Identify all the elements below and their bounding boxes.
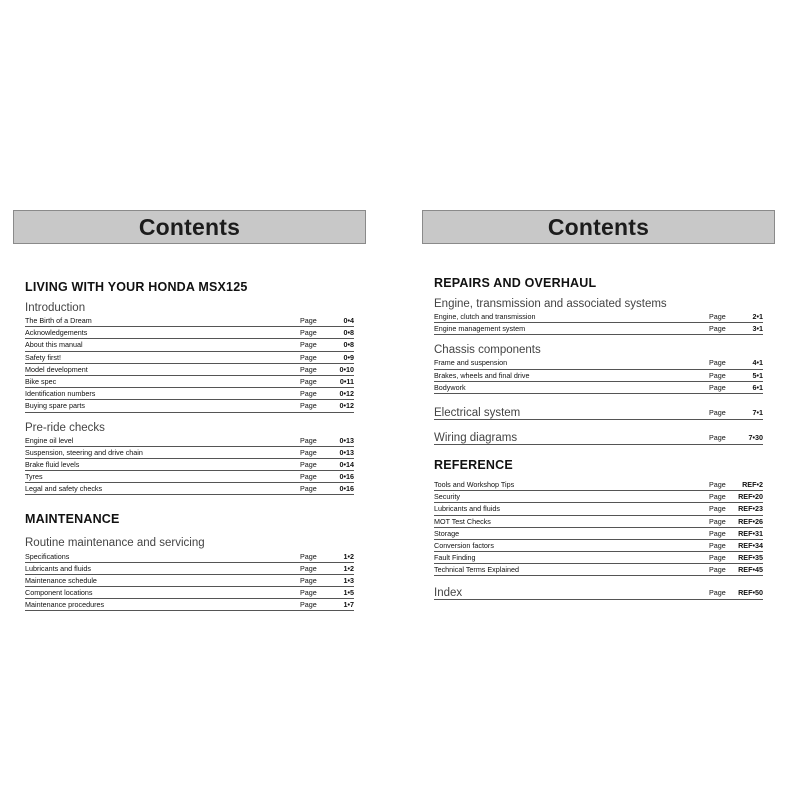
subsection-engine: Engine, transmission and associated systems	[434, 298, 667, 310]
toc-label: About this manual	[25, 340, 83, 350]
toc-page-number: 0•14	[339, 459, 354, 469]
toc-page-word: Page	[709, 553, 726, 563]
toc-page-number: REF•45	[738, 565, 763, 575]
toc-page-word: Page	[300, 472, 317, 482]
toc-page-word: Page	[300, 401, 317, 411]
preride-list	[25, 435, 354, 496]
toc-page-word: Page	[300, 551, 317, 561]
toc-row[interactable]	[25, 376, 354, 388]
toc-page-number: REF•23	[738, 504, 763, 514]
toc-page-word: Page	[300, 600, 317, 610]
toc-page-word: Page	[300, 389, 317, 399]
toc-row[interactable]	[434, 382, 763, 394]
toc-page-word: Page	[709, 565, 726, 575]
toc-row[interactable]	[434, 479, 763, 491]
toc-label: Lubricants and fluids	[434, 504, 500, 514]
toc-page-word: Page	[300, 447, 317, 457]
right-page-content	[422, 276, 763, 600]
routine-list	[25, 550, 354, 611]
toc-row[interactable]	[25, 388, 354, 400]
toc-page-number: REF•50	[738, 588, 763, 598]
toc-row[interactable]	[25, 550, 354, 562]
section-title-maintenance: MAINTENANCE	[25, 512, 120, 527]
toc-label: Technical Terms Explained	[434, 565, 519, 575]
toc-label: Safety first!	[25, 352, 61, 362]
toc-label: Lubricants and fluids	[25, 563, 91, 573]
toc-label: Tools and Workshop Tips	[434, 480, 515, 490]
toc-row[interactable]	[25, 599, 354, 611]
toc-row[interactable]	[25, 327, 354, 339]
toc-label: Brakes, wheels and final drive	[434, 370, 530, 380]
toc-label: Security	[434, 492, 460, 502]
toc-row-electrical[interactable]	[434, 404, 763, 420]
toc-label: Frame and suspension	[434, 358, 508, 368]
toc-page-number: 0•4	[343, 316, 354, 326]
subsection-introduction: Introduction	[25, 302, 86, 314]
toc-page-word: Page	[300, 352, 317, 362]
toc-row-wiring[interactable]	[434, 429, 763, 445]
toc-page-number: 0•13	[339, 447, 354, 457]
section-title-repairs: REPAIRS AND OVERHAUL	[434, 276, 597, 290]
toc-page-number: 4•1	[752, 358, 763, 368]
toc-label: Electrical system	[434, 406, 521, 419]
toc-page-number: 0•11	[339, 377, 354, 387]
engine-list	[434, 311, 763, 335]
toc-row[interactable]	[25, 563, 354, 575]
toc-row[interactable]	[434, 516, 763, 528]
toc-page-number: 1•3	[343, 575, 354, 585]
toc-row[interactable]	[434, 370, 763, 382]
right-page	[422, 210, 775, 600]
toc-page-number: REF•2	[742, 480, 763, 490]
toc-page-word: Page	[709, 480, 726, 490]
toc-page-word: Page	[300, 588, 317, 598]
toc-page-number: 2•1	[752, 312, 763, 322]
subsection-chassis: Chassis components	[434, 344, 541, 357]
toc-row[interactable]	[25, 459, 354, 471]
toc-page-word: Page	[300, 435, 317, 445]
toc-row[interactable]	[434, 503, 763, 515]
toc-page-word: Page	[709, 312, 726, 322]
toc-label: Model development	[25, 364, 88, 374]
toc-page-word: Page	[709, 407, 726, 417]
left-page	[13, 210, 366, 611]
toc-page-word: Page	[709, 588, 726, 598]
toc-label: Bodywork	[434, 382, 466, 392]
toc-page-number: 1•7	[343, 600, 354, 610]
toc-row[interactable]	[434, 552, 763, 564]
toc-page-number: 1•5	[343, 588, 354, 598]
toc-page-number: 7•30	[748, 432, 763, 442]
toc-page-number: 0•9	[343, 352, 354, 362]
toc-page-number: REF•26	[738, 516, 763, 526]
toc-page-word: Page	[300, 563, 317, 573]
toc-label: Maintenance procedures	[25, 600, 105, 610]
toc-page-number: 5•1	[752, 370, 763, 380]
toc-row[interactable]	[25, 447, 354, 459]
right-page-header: Contents	[422, 210, 775, 244]
toc-label: Wiring diagrams	[434, 431, 518, 444]
toc-page-number: REF•35	[738, 553, 763, 563]
toc-row[interactable]	[434, 491, 763, 503]
toc-row[interactable]	[25, 364, 354, 376]
chassis-list	[434, 357, 763, 394]
toc-page-word: Page	[709, 504, 726, 514]
toc-row[interactable]	[434, 311, 763, 323]
toc-label: Bike spec	[25, 377, 57, 387]
toc-label: Acknowledgements	[25, 328, 88, 338]
toc-page-number: REF•20	[738, 492, 763, 502]
toc-page-number: 6•1	[752, 382, 763, 392]
toc-page-word: Page	[709, 370, 726, 380]
toc-page-word: Page	[709, 324, 726, 334]
toc-page-number: 0•16	[339, 472, 354, 482]
toc-page-word: Page	[300, 459, 317, 469]
toc-label: Specifications	[25, 551, 70, 561]
toc-row[interactable]	[434, 564, 763, 576]
toc-label: Engine management system	[434, 324, 526, 334]
introduction-list	[25, 315, 354, 413]
toc-label: Buying spare parts	[25, 401, 85, 411]
toc-page-word: Page	[709, 382, 726, 392]
toc-page-number: 0•8	[343, 340, 354, 350]
toc-row[interactable]	[25, 352, 354, 364]
toc-label: Maintenance schedule	[25, 575, 97, 585]
toc-label: Legal and safety checks	[25, 484, 103, 494]
left-page-content	[13, 280, 354, 611]
toc-page-word: Page	[300, 377, 317, 387]
toc-row[interactable]	[25, 435, 354, 447]
toc-page-word: Page	[300, 316, 317, 326]
toc-row[interactable]	[25, 400, 354, 412]
toc-label: Engine oil level	[25, 435, 74, 445]
toc-label: MOT Test Checks	[434, 516, 491, 526]
toc-page-word: Page	[709, 432, 726, 442]
toc-page-word: Page	[709, 358, 726, 368]
toc-page-number: REF•34	[738, 540, 763, 550]
toc-row[interactable]	[434, 528, 763, 540]
toc-row[interactable]	[25, 483, 354, 495]
section-title-living: LIVING WITH YOUR HONDA MSX125	[25, 280, 248, 294]
toc-label: Tyres	[25, 472, 43, 482]
toc-label: Storage	[434, 528, 460, 538]
toc-page-word: Page	[300, 575, 317, 585]
toc-row[interactable]	[25, 339, 354, 351]
toc-page-number: 7•1	[752, 407, 763, 417]
toc-page-number: 0•8	[343, 328, 354, 338]
toc-page-word: Page	[300, 328, 317, 338]
toc-row-index[interactable]	[434, 584, 763, 600]
toc-label: Component locations	[25, 588, 93, 598]
toc-row[interactable]	[25, 575, 354, 587]
toc-label: Suspension, steering and drive chain	[25, 447, 143, 457]
toc-row[interactable]	[434, 323, 763, 335]
toc-page-word: Page	[709, 540, 726, 550]
toc-row[interactable]	[25, 471, 354, 483]
toc-page-word: Page	[300, 340, 317, 350]
toc-label: Engine, clutch and transmission	[434, 312, 536, 322]
toc-page-number: 0•12	[339, 401, 354, 411]
toc-page-number: 0•10	[339, 364, 354, 374]
toc-label: Identification numbers	[25, 389, 96, 399]
toc-page-number: 3•1	[752, 324, 763, 334]
toc-label: Brake fluid levels	[25, 459, 80, 469]
toc-row[interactable]	[25, 315, 354, 327]
toc-row[interactable]	[25, 587, 354, 599]
toc-page-word: Page	[709, 516, 726, 526]
toc-page-number: 0•16	[339, 484, 354, 494]
toc-page-word: Page	[300, 364, 317, 374]
toc-label: The Birth of a Dream	[25, 316, 92, 326]
toc-page-number: 0•12	[339, 389, 354, 399]
toc-label: Fault Finding	[434, 553, 476, 563]
toc-page-number: REF•31	[738, 528, 763, 538]
toc-page-number: 0•13	[339, 435, 354, 445]
subsection-preride: Pre-ride checks	[25, 421, 105, 434]
left-page-header: Contents	[13, 210, 366, 244]
reference-list	[434, 479, 763, 577]
toc-row[interactable]	[434, 540, 763, 552]
toc-page-word: Page	[709, 492, 726, 502]
toc-row[interactable]	[434, 357, 763, 369]
section-title-reference: REFERENCE	[434, 457, 513, 472]
subsection-routine: Routine maintenance and servicing	[25, 537, 205, 550]
toc-label: Conversion factors	[434, 540, 494, 550]
toc-label: Index	[434, 587, 463, 600]
toc-page-word: Page	[709, 528, 726, 538]
toc-page-word: Page	[300, 484, 317, 494]
toc-page-number: 1•2	[343, 551, 354, 561]
toc-page-number: 1•2	[343, 563, 354, 573]
